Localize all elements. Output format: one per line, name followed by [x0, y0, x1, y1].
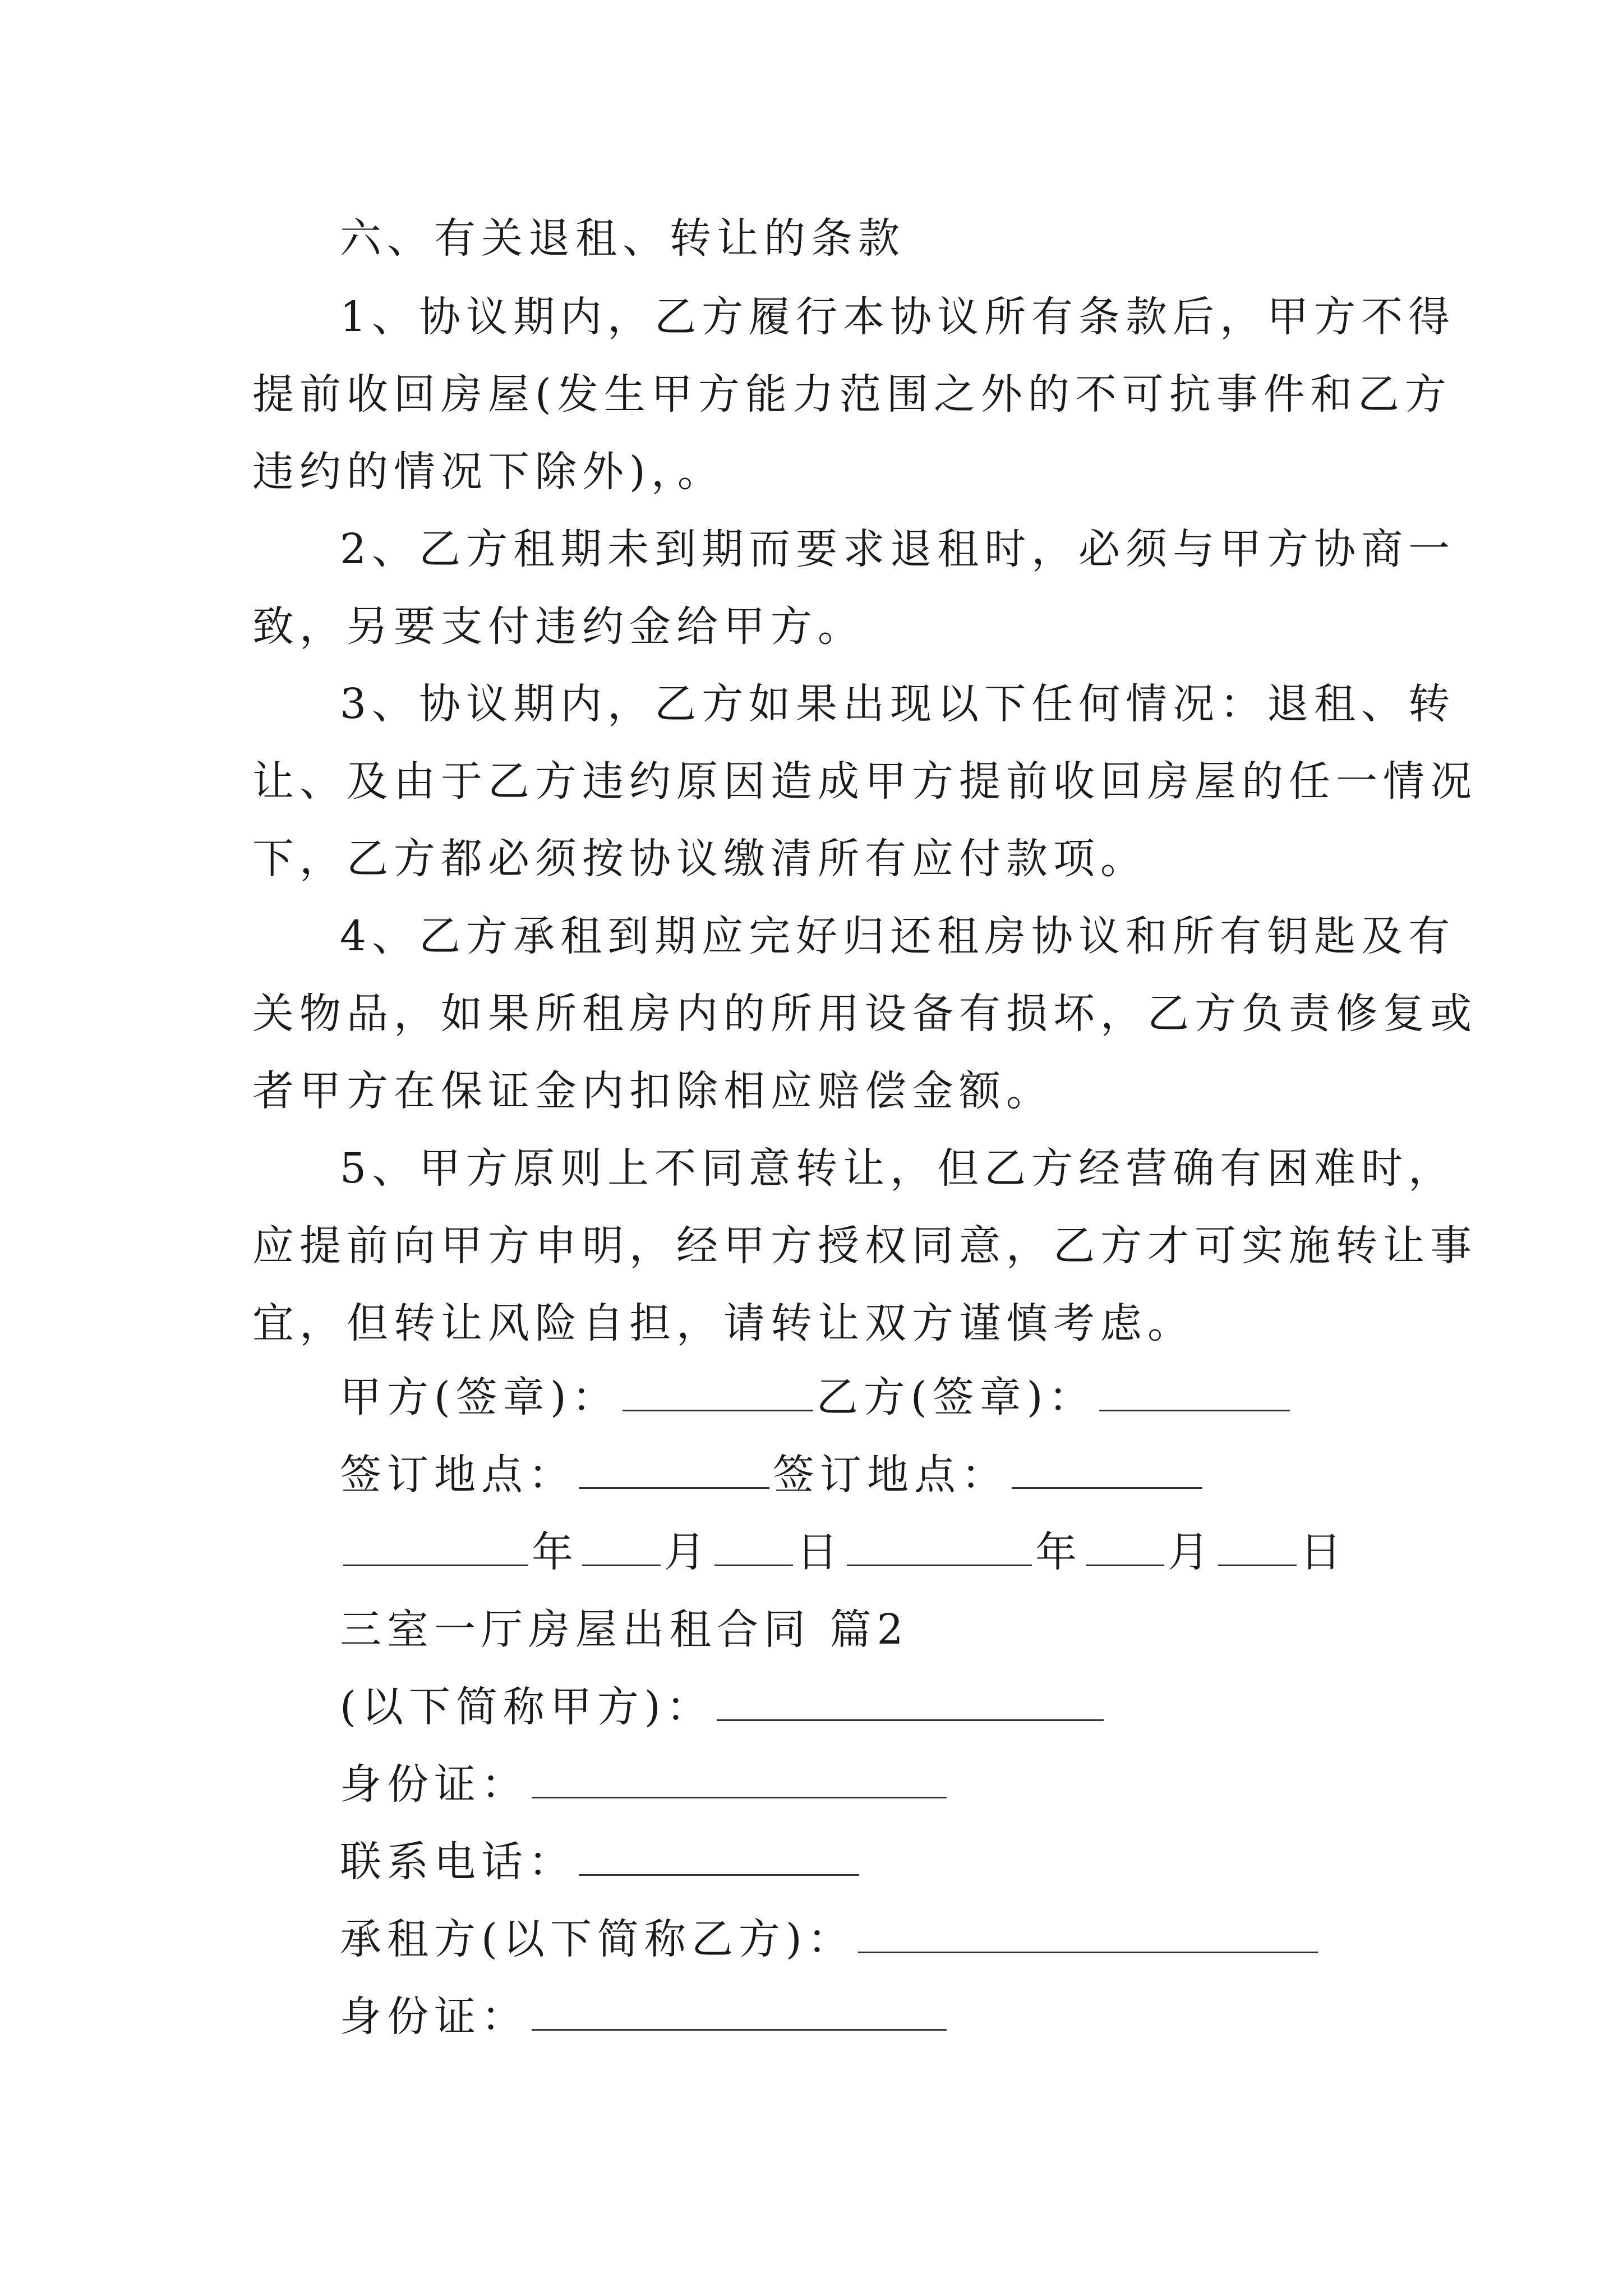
month-b-label: 月 — [1168, 1528, 1215, 1576]
id-b-label: 身份证： — [340, 1993, 528, 2041]
id-a-label: 身份证： — [340, 1760, 528, 1809]
day-b-blank[interactable] — [1218, 1525, 1297, 1566]
signature-row — [340, 1366, 1380, 1428]
id-a-blank[interactable] — [532, 1757, 947, 1798]
place-b-label: 签订地点： — [773, 1451, 1008, 1499]
lessor-blank[interactable] — [717, 1680, 1104, 1721]
clause-3-line-3: 下，乙方都必须按协议缴清所有应付款项。 — [252, 835, 1147, 883]
clause-1-line-2: 提前收回房屋(发生甲方能力范围之外的不可抗事件和乙方 — [252, 370, 1452, 418]
month-a-label: 月 — [664, 1528, 711, 1576]
lessee-label: 承租方(以下简称乙方)： — [340, 1915, 855, 1963]
clause-5-line-3: 宜，但转让风险自担，请转让双方谨慎考虑。 — [252, 1299, 1195, 1347]
place-row — [340, 1444, 1380, 1506]
party-b-blank[interactable] — [1099, 1370, 1290, 1411]
lessee-blank[interactable] — [858, 1912, 1318, 1953]
year-a-label: 年 — [532, 1528, 579, 1576]
month-b-blank[interactable] — [1086, 1525, 1164, 1566]
clause-3-line-1: 3、协议期内，乙方如果出现以下任何情况：退租、转 — [340, 680, 1456, 728]
clause-4-line-1: 4、乙方承租到期应完好归还租房协议和所有钥匙及有 — [340, 912, 1456, 960]
id-b-row — [340, 1986, 1380, 2047]
clause-4-line-2: 关物品，如果所租房内的所用设备有损坏，乙方负责修复或 — [252, 990, 1477, 1038]
id-a-row — [340, 1754, 1380, 1815]
party-b-label: 乙方(签章)： — [816, 1373, 1096, 1421]
year-b-label: 年 — [1035, 1528, 1082, 1576]
party-a-blank[interactable] — [623, 1370, 813, 1411]
party-a-label: 甲方(签章)： — [340, 1373, 619, 1421]
place-a-blank[interactable] — [579, 1448, 769, 1489]
month-a-blank[interactable] — [582, 1525, 661, 1566]
place-a-label: 签订地点： — [340, 1451, 575, 1499]
section-title: 六、有关退租、转让的条款 — [340, 214, 905, 263]
clause-1-line-3: 违约的情况下除外)，。 — [252, 448, 725, 496]
place-b-blank[interactable] — [1012, 1448, 1202, 1489]
clause-5-line-1: 5、甲方原则上不同意转让，但乙方经营确有困难时， — [340, 1144, 1456, 1193]
lessor-label: (以下简称甲方)： — [340, 1683, 713, 1731]
clause-2-line-1: 2、乙方租期未到期而要求退租时，必须与甲方协商一 — [340, 525, 1456, 573]
day-a-blank[interactable] — [714, 1525, 793, 1566]
clause-1-line-1: 1、协议期内，乙方履行本协议所有条款后，甲方不得 — [340, 293, 1456, 341]
clause-3-line-2: 让、及由于乙方违约原因造成甲方提前收回房屋的任一情况 — [252, 757, 1477, 806]
year-a-blank[interactable] — [343, 1525, 528, 1566]
year-b-blank[interactable] — [847, 1525, 1032, 1566]
id-b-blank[interactable] — [532, 1990, 947, 2031]
phone-label: 联系电话： — [340, 1838, 575, 1886]
lessor-row — [340, 1676, 1380, 1738]
date-row — [340, 1521, 1380, 1583]
clause-4-line-3: 者甲方在保证金内扣除相应赔偿金额。 — [252, 1067, 1053, 1115]
contract-2-title: 三室一厅房屋出租合同 篇2 — [340, 1605, 909, 1654]
clause-2-line-2: 致，另要支付违约金给甲方。 — [252, 602, 865, 651]
day-b-label: 日 — [1300, 1528, 1347, 1576]
phone-row — [340, 1831, 1380, 1893]
day-a-label: 日 — [796, 1528, 843, 1576]
lessee-row — [340, 1908, 1380, 1970]
clause-5-line-2: 应提前向甲方申明，经甲方授权同意，乙方才可实施转让事 — [252, 1222, 1477, 1270]
phone-blank[interactable] — [579, 1835, 859, 1876]
